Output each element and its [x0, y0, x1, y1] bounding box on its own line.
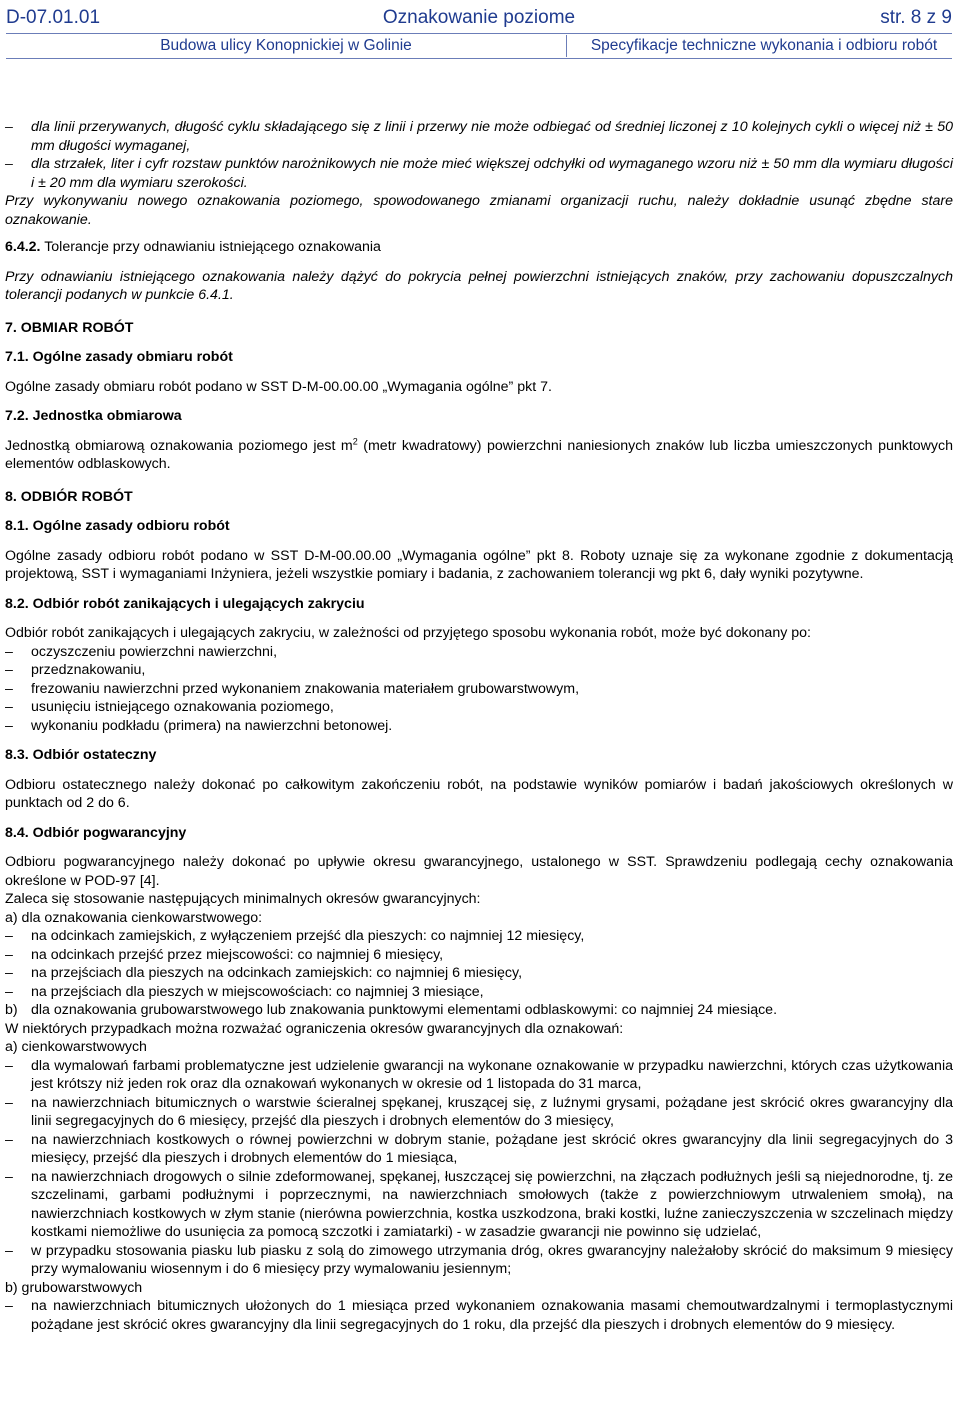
list-item-text: na odcinkach przejść przez miejscowości: co najmniej 6 miesięcy, — [31, 946, 444, 963]
list-item — [5, 1131, 953, 1168]
spec-title: Oznakowanie poziome — [382, 7, 576, 28]
paragraph: Odbiór robót zanikających i ulegających zakryciu, w zależności od przyjętego sposobu wykonania robót, może być dokonany po: — [5, 625, 811, 641]
list-item-text: dla linii przerywanych, długość cyklu składającego się z linii i przerwy nie może odbiegać od średniej liczonej z 10 kolejnych cykli o więcej niż ± 50 mm długości wymaganej, — [31, 119, 953, 154]
list-item-text: na przejściach dla pieszych w miejscowościach: co najmniej 3 miesiące, — [31, 983, 484, 1000]
dash-marker: – — [5, 1298, 13, 1314]
list-item-text: w przypadku stosowania piasku lub piasku z solą do zimowego utrzymania dróg, okres gwarancyjny należałoby skrócić do maksimum 9 miesięcy przy wymalowaniu wiosennym i do 6 miesięcy przy wymalowaniu jesiennym; — [31, 1242, 953, 1277]
list-item-text: dla oznakowania grubowarstwowego lub znakowania punktowymi elementami odblaskowymi: co najmniej 24 miesiące. — [31, 1002, 778, 1018]
paragraph — [5, 437, 953, 474]
dash-marker: – — [5, 662, 13, 678]
sublist-label: a) cienkowarstwowych — [5, 1039, 147, 1055]
list-item — [5, 661, 953, 680]
list-item — [5, 643, 953, 662]
superscript: 2 — [352, 435, 358, 446]
paragraph: Ogólne zasady odbioru robót podano w SST D-M-00.00.00 „Wymagania ogólne” pkt 8. Roboty uznaje się za wykonane zgodnie z dokumentacją projektową, SST i wymaganiami Inżyniera, jeżeli wszystkie pomiary i badania, z zachowaniem tolerancji wg pkt 6, dały wyniki pozytywne. — [5, 547, 953, 582]
list-item — [5, 946, 953, 965]
list-item — [5, 118, 953, 155]
list-marker: b) — [5, 1002, 18, 1018]
section-heading: 8.4. Odbiór pogwarancyjny — [5, 824, 187, 841]
page-header — [6, 4, 952, 31]
dash-marker: – — [5, 119, 13, 135]
list-item-text: dla wymalowań farbami problematyczne jest udzielenie gwarancji na wykonane oznakowanie w przypadku nawierzchni, których czas użytkowania jest krótszy niż jeden rok oraz dla oznakowań wykonanych w okresie od 1 listopada do 31 marca, — [31, 1057, 953, 1092]
list-item — [5, 1057, 953, 1094]
dash-marker: – — [5, 717, 13, 734]
spec-code: D-07.01.01 — [6, 7, 101, 28]
sublist-label: a) dla oznakowania cienkowarstwowego: — [5, 909, 263, 926]
section-heading — [5, 238, 953, 257]
list-item — [5, 1297, 953, 1334]
document-body — [5, 118, 953, 1334]
list-item — [5, 698, 953, 717]
list-item — [5, 155, 953, 192]
section-heading: 8.1. Ogólne zasady odbioru robót — [5, 518, 230, 534]
list-item-text: usunięciu istniejącego oznakowania poziomego, — [31, 699, 334, 715]
project-name: Budowa ulicy Konopnickiej w Golinie — [160, 37, 412, 54]
list-item-text: wykonaniu podkładu (primera) na nawierzchni betonowej. — [31, 717, 393, 734]
list-item-text: na przejściach dla pieszych na odcinkach zamiejskich: co najmniej 6 miesięcy, — [31, 965, 523, 981]
chapter-heading: 7. OBMIAR ROBÓT — [5, 319, 134, 336]
list-item — [5, 964, 953, 983]
page-number: str. 8 z 9 — [880, 7, 952, 28]
dash-marker: – — [5, 983, 13, 1000]
dash-marker: – — [5, 680, 13, 697]
list-item-text: dla strzałek, liter i cyfr rozstaw punktów narożnikowych nie może mieć większej odchyłki od wymaganego wzoru niż ± 50 mm dla wymiaru długości i ± 20 mm dla wymiaru szerokości. — [31, 156, 953, 191]
paragraph: Zaleca się stosowanie następujących minimalnych okresów gwarancyjnych: — [5, 891, 481, 907]
paragraph: Ogólne zasady obmiaru robót podano w SST D-M-00.00.00 „Wymagania ogólne” pkt 7. — [5, 378, 552, 395]
dash-marker: – — [5, 1168, 13, 1185]
list-item — [5, 1094, 953, 1131]
section-title: Tolerancje przy odnawianiu istniejącego oznakowania — [44, 239, 381, 255]
paragraph: W niektórych przypadkach można rozważać ograniczenia okresów gwarancyjnych dla oznakowań: — [5, 1020, 624, 1037]
dash-marker: – — [5, 928, 13, 944]
list-item — [5, 983, 953, 1002]
list-item-text: na nawierzchniach bitumicznych ułożonych do 1 miesiąca przed wykonaniem oznakowania masami chemoutwardzalnymi i termoplastycznymi pożądane jest skrócić okres gwarancyjny dla linii segregacyjnych do 1 roku, dla przejść dla pieszych i drobnych elementów do 9 miesięcy. — [31, 1298, 953, 1333]
section-heading: 7.2. Jednostka obmiarowa — [5, 408, 182, 424]
section-number: 6.4.2. — [5, 239, 41, 255]
section-heading: 8.2. Odbiór robót zanikających i ulegających zakryciu — [5, 595, 365, 612]
sublist-label: b) grubowarstwowych — [5, 1279, 143, 1296]
paragraph: Odbioru ostatecznego należy dokonać po całkowitym zakończeniu robót, na podstawie wyników pomiarów i badań jakościowych określonych w punktach od 2 do 6. — [5, 776, 953, 811]
paragraph-text: (metr kwadratowy) powierzchni naniesionych znaków lub liczba umieszczonych punktowych elementów odblaskowych. — [5, 437, 953, 472]
dash-marker: – — [5, 965, 13, 981]
header-separator — [566, 35, 567, 57]
list-item-text: na nawierzchniach kostkowych o równej powierzchni w dobrym stanie, pożądane jest skrócić okres gwarancyjny dla linii segregacyjnych do 3 miesięcy, przejść dla pieszych i drobnych elementów do 1 miesiąca, — [31, 1131, 953, 1166]
dash-marker: – — [5, 1057, 13, 1074]
list-item-text: na nawierzchniach drogowych o silnie zdeformowanej, spękanej, łuszczącej się powierzchni, na złączach podłużnych jeśli są niejednorodne, tj. ze szczelinami, garbami podłużnymi i poprzecznymi, na nawierzchniach smołowych (także z powierzchniowym utrwaleniem smołą), na nawierzchniach kostkowych w złym stanie (nierówna powierzchnia, kostka uszkodzona, braki kostki, luźne zanieczyszczenia w szczelinach między kostkami niemożliwe do usunięcia za pomocą szczotki i zamiatarki) - w zasadzie gwarancji nie powinno się udzielać, — [31, 1168, 953, 1240]
chapter-heading: 8. ODBIÓR ROBÓT — [5, 488, 133, 505]
list-item — [5, 717, 953, 736]
list-item-text: frezowaniu nawierzchni przed wykonaniem znakowania materiałem grubowarstwowym, — [31, 680, 580, 697]
page-subheader — [6, 35, 952, 57]
dash-marker: – — [5, 643, 13, 660]
paragraph-text: Jednostką obmiarową oznakowania poziomego jest m — [5, 437, 353, 454]
dash-marker: – — [5, 1131, 13, 1148]
list-item-text: oczyszczeniu powierzchni nawierzchni, — [31, 643, 278, 660]
paragraph: Przy wykonywaniu nowego oznakowania poziomego, spowodowanego zmianami organizacji ruchu, należy dokładnie usunąć zbędne stare oznakowanie. — [5, 193, 953, 228]
dash-marker: – — [5, 699, 13, 715]
dash-marker: – — [5, 946, 13, 963]
dash-marker: – — [5, 1094, 13, 1111]
section-heading: 7.1. Ogólne zasady obmiaru robót — [5, 349, 233, 365]
list-item-text: na nawierzchniach bitumicznych o warstwie ścieralnej spękanej, kruszącej się, z luźnymi grysami, pożądane jest skrócić okres gwarancyjny dla linii segregacyjnych do 6 miesięcy, przejść dla pieszych i drobnych elementów do 3 miesięcy, — [31, 1094, 953, 1129]
dash-marker: – — [5, 1242, 13, 1259]
list-item-text: przedznakowaniu, — [31, 662, 146, 678]
spec-name: Specyfikacje techniczne wykonania i odbioru robót — [590, 37, 938, 54]
dash-marker: – — [5, 156, 13, 172]
list-item — [5, 1242, 953, 1279]
section-heading: 8.3. Odbiór ostateczny — [5, 747, 157, 763]
header-divider — [6, 33, 952, 34]
list-item — [5, 927, 953, 946]
paragraph: Przy odnawianiu istniejącego oznakowania należy dążyć do pokrycia pełnej powierzchni istniejących znaków, przy zachowaniu dopuszczalnych tolerancji podanych w punkcie 6.4.1. — [5, 268, 953, 303]
header-bottom-divider — [6, 58, 952, 59]
list-item — [5, 1168, 953, 1242]
list-item-text: na odcinkach zamiejskich, z wyłączeniem przejść dla pieszych: co najmniej 12 miesięcy, — [31, 928, 585, 944]
list-item — [5, 1001, 953, 1020]
paragraph: Odbioru pogwarancyjnego należy dokonać po upływie okresu gwarancyjnego, ustalonego w SST. Sprawdzeniu podlegają cechy oznakowania określone w POD-97 [4]. — [5, 854, 953, 889]
list-item — [5, 680, 953, 699]
